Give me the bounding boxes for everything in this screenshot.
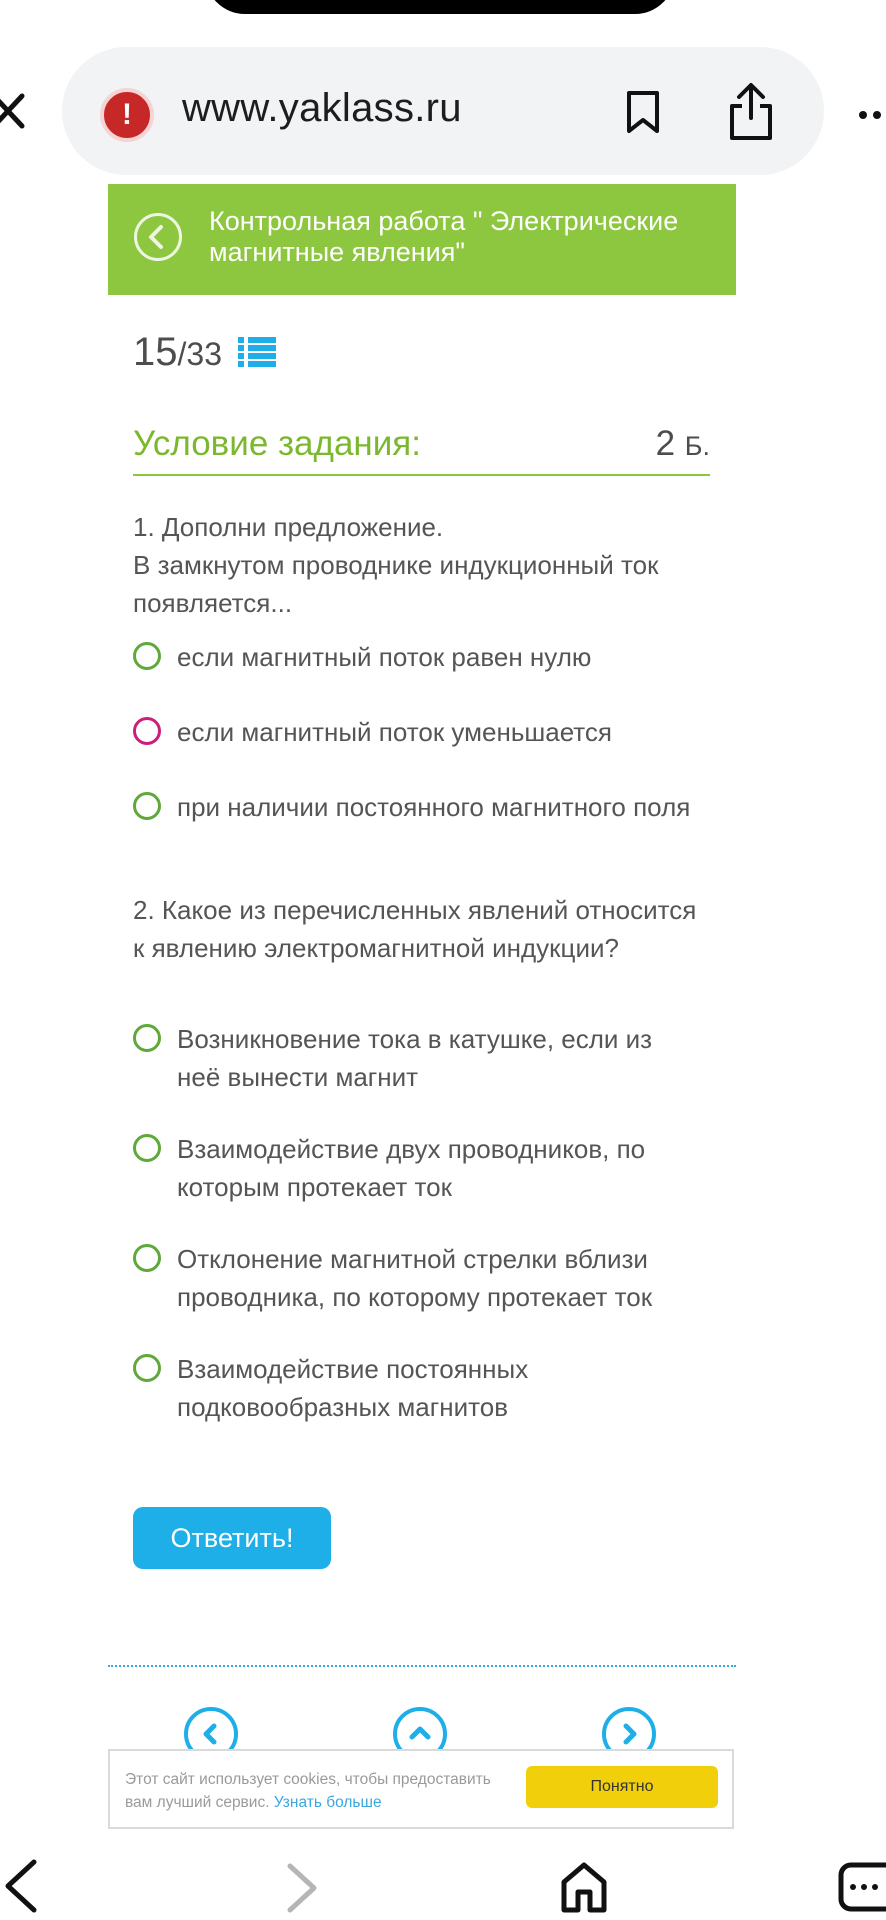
question-1-text: 1. Дополни предложение. В замкнутом проводнике индукционный ток появляется... (133, 512, 659, 618)
option-label[interactable]: при наличии постоянного магнитного поля (177, 792, 691, 822)
question-1-option-2[interactable] (133, 713, 713, 751)
chevron-up-icon (405, 1719, 435, 1749)
warning-icon: ! (122, 98, 132, 131)
bookmark-icon (625, 90, 661, 134)
question-2-text: 2. Какое из перечисленных явлений относится к явлению электромагнитной индукции? (133, 895, 697, 963)
total-questions: 33 (186, 336, 222, 372)
condition-title: Условие задания: (133, 424, 421, 463)
points-number: 2 (655, 424, 676, 463)
back-circle-icon (137, 216, 179, 258)
home-button[interactable] (560, 1860, 608, 1914)
chevron-left-icon (0, 1858, 44, 1914)
device-notch (205, 0, 675, 14)
question-1-option-1[interactable] (133, 638, 713, 676)
cookie-text: Этот сайт использует cookies, чтобы предоставить вам лучший сервис. (125, 1771, 491, 1811)
radio-button[interactable] (133, 1244, 161, 1272)
submit-answer-button[interactable]: Ответить! (133, 1507, 331, 1569)
counter-separator: / (177, 336, 187, 372)
radio-button[interactable] (133, 1354, 161, 1382)
option-label[interactable]: если магнитный поток равен нулю (177, 642, 592, 672)
tabs-icon (838, 1862, 886, 1912)
cookie-learn-more-link[interactable]: Узнать больше (273, 1794, 382, 1811)
condition-divider (133, 474, 710, 476)
question-2-option-2[interactable] (133, 1130, 713, 1206)
list-icon (238, 336, 276, 368)
points-unit: Б. (684, 431, 710, 461)
dotted-divider (108, 1665, 736, 1667)
url-text[interactable]: www.yaklass.ru (182, 86, 462, 130)
current-question: 15 (133, 330, 178, 374)
test-title[interactable]: Контрольная работа " Электрические магнитные явления" (209, 206, 679, 267)
question-list-button[interactable] (238, 336, 276, 373)
question-1-option-3[interactable] (133, 788, 733, 826)
radio-button-selected[interactable] (133, 717, 161, 745)
cookie-accept-button[interactable]: Понятно (526, 1766, 718, 1808)
option-label[interactable]: если магнитный поток уменьшается (177, 717, 612, 747)
radio-button[interactable] (133, 1134, 161, 1162)
more-menu-button[interactable] (858, 107, 886, 125)
tabs-button[interactable] (838, 1862, 886, 1912)
radio-button[interactable] (133, 1024, 161, 1052)
option-label[interactable]: Отклонение магнитной стрелки вблизи проводника, по которому протекает ток (177, 1244, 653, 1312)
cookie-message (125, 1768, 520, 1814)
question-2-option-1[interactable] (133, 1020, 713, 1096)
security-warning-button[interactable] (100, 88, 154, 142)
forward-nav-button[interactable] (282, 1862, 322, 1914)
radio-button[interactable] (133, 792, 161, 820)
back-button[interactable] (134, 213, 182, 261)
chevron-right-icon (282, 1862, 322, 1914)
option-label[interactable]: Взаимодействие постоянных подковообразных магнитов (177, 1354, 529, 1422)
chevron-right-icon (614, 1719, 644, 1749)
home-icon (560, 1860, 608, 1914)
close-tab-button[interactable] (0, 90, 28, 134)
share-button[interactable] (728, 82, 774, 147)
back-nav-button[interactable] (0, 1858, 44, 1914)
radio-button[interactable] (133, 642, 161, 670)
points-value (600, 424, 710, 464)
question-2-option-3[interactable] (133, 1240, 713, 1316)
chevron-left-icon (196, 1719, 226, 1749)
question-counter (133, 330, 222, 375)
share-icon (728, 82, 774, 142)
more-icon (858, 110, 886, 120)
question-2-option-4[interactable] (133, 1350, 713, 1426)
bookmark-button[interactable] (625, 90, 661, 139)
close-icon (0, 90, 28, 134)
option-label[interactable]: Взаимодействие двух проводников, по которым протекает ток (177, 1134, 646, 1202)
option-label[interactable]: Возникновение тока в катушке, если из неё вынести магнит (177, 1024, 653, 1092)
